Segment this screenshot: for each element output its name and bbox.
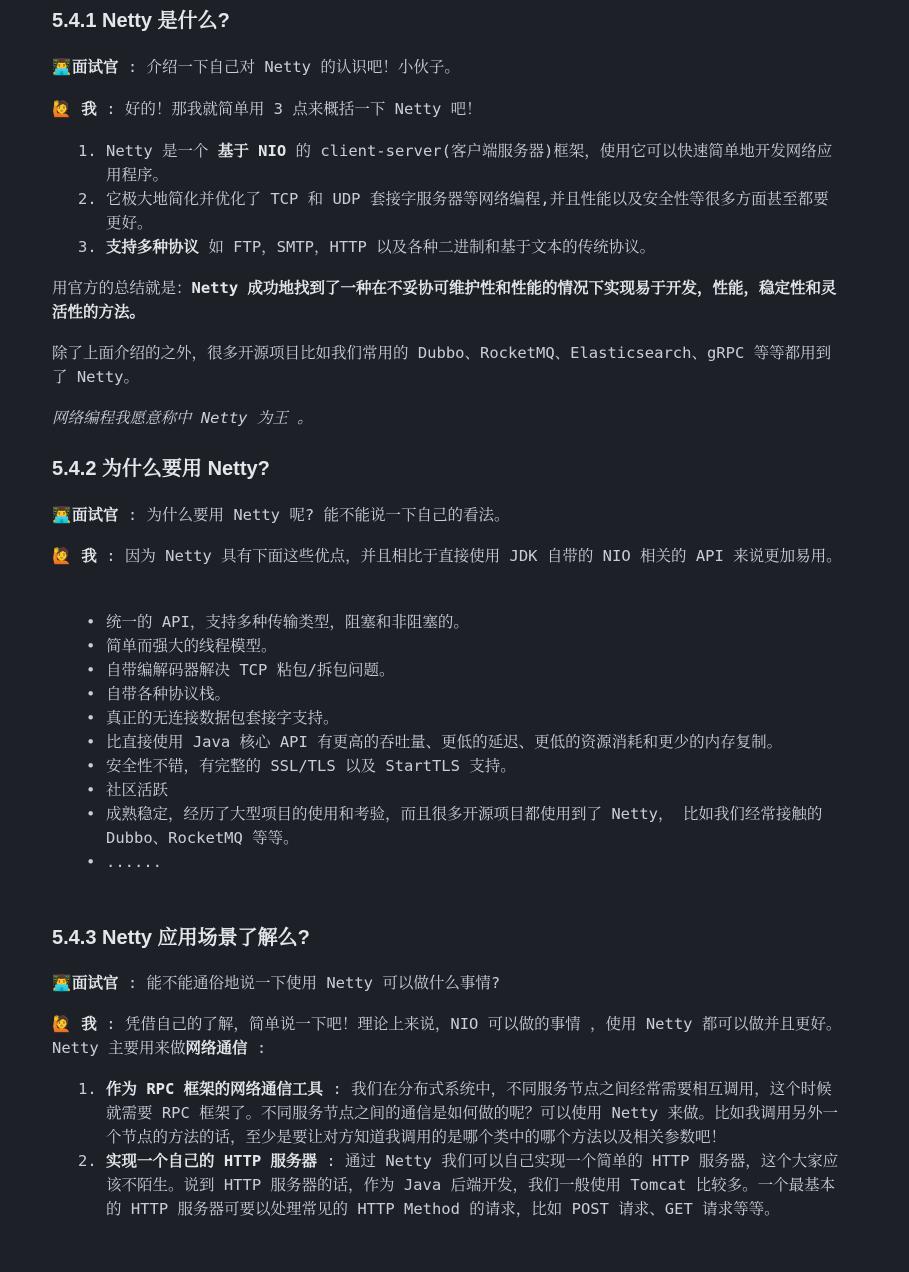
netty-points-list [52,139,842,259]
heading-netty-use-cases: 5.4.3 Netty 应用场景了解么? [52,927,310,949]
list-item: 2. 它极大地简化并优化了 TCP 和 UDP 套接字服务器等网络编程,并且性能以及安全性等很多方面甚至都要更好。 [106,187,842,235]
question-text: : 为什么要用 Netty 呢? 能不能说一下自己的看法。 [118,506,510,524]
official-summary: 用官方的总结就是：Netty 成功地找到了一种在不妥协可维护性和性能的情况下实现易于开发，性能，稳定性和灵活性的方法。 [52,279,837,321]
list-item: • 成熟稳定，经历了大型项目的使用和考验，而且很多开源项目都使用到了 Netty， 比如我们经常接触的 Dubbo、RocketMQ 等等。 [106,802,842,850]
my-answer [52,544,842,568]
open-source-paragraph: 除了上面介绍的之外，很多开源项目比如我们常用的 Dubbo、RocketMQ、Elasticsearch、gRPC 等等都用到了 Netty。 [52,344,832,386]
list-item: • 自带编解码器解决 TCP 粘包/拆包问题。 [106,658,842,682]
list-item: 3. 支持多种协议 如 FTP，SMTP，HTTP 以及各种二进制和基于文本的传统协议。 [106,235,842,259]
italic-remark: 网络编程我愿意称中 Netty 为王 。 [52,409,313,427]
interviewer-label: 面试官 [72,974,119,992]
raised-hand-icon: 🙋 [52,547,72,565]
list-item: • 比直接使用 Java 核心 API 有更高的吞吐量、更低的延迟、更低的资源消耗和更少的内存复制。 [106,730,842,754]
list-item: • 安全性不错，有完整的 SSL/TLS 以及 StartTLS 支持。 [106,754,842,778]
list-item: 2. 实现一个自己的 HTTP 服务器 : 通过 Netty 我们可以自己实现一个简单的 HTTP 服务器，这个大家应该不陌生。说到 HTTP 服务器的话，作为 Java 后端开发，我们一般使用 Tomcat 比较多。一个最基本的 HTTP 服务器可要以处理常见的 HTTP Method 的请求，比如 POST 请求、GET 请求等等。 [106,1149,842,1221]
advantages-list [52,610,842,874]
me-label: 我 [81,1015,97,1033]
list-item: • 自带各种协议栈。 [106,682,842,706]
answer-text: : 因为 Netty 具有下面这些优点，并且相比于直接使用 JDK 自带的 NIO 相关的 API 来说更加易用。 [96,547,842,565]
heading-what-is-netty: 5.4.1 Netty 是什么? [52,10,230,32]
list-item: 1. Netty 是一个 基于 NIO 的 client-server(客户端服务器)框架，使用它可以快速简单地开发网络应用程序。 [106,139,842,187]
list-item: • ...... [106,850,842,874]
my-answer: 🙋 我 : 凭借自己的了解，简单说一下吧！理论上来说，NIO 可以做的事情 ，使用 Netty 都可以做并且更好。Netty 主要用来做网络通信 : [52,1012,842,1060]
list-item: • 统一的 API，支持多种传输类型，阻塞和非阻塞的。 [106,610,842,634]
interviewer-icon: 👨‍💻 [52,974,72,992]
list-item: 1. 作为 RPC 框架的网络通信工具 : 我们在分布式系统中，不同服务节点之间经常需要相互调用，这个时候就需要 RPC 框架了。不同服务节点之间的通信是如何做的呢？可以使用 Netty 来做。比如我调用另外一个节点的方法的话，至少是要让对方知道我调用的是哪个类中的哪个方法以及相关参数吧！ [106,1077,842,1149]
list-item: • 简单而强大的线程模型。 [106,634,842,658]
list-item: • 真正的无连接数据包套接字支持。 [106,706,842,730]
interviewer-question [52,503,842,527]
raised-hand-icon: 🙋 [52,100,72,118]
interviewer-icon: 👨‍💻 [52,506,72,524]
interviewer-question [52,971,842,995]
question-text: : 能不能通俗地说一下使用 Netty 可以做什么事情? [118,974,501,992]
answer-text: : 好的！那我就简单用 3 点来概括一下 Netty 吧！ [96,100,482,118]
heading-why-netty: 5.4.2 为什么要用 Netty? [52,458,270,480]
me-label: 我 [81,100,97,118]
raised-hand-icon: 🙋 [52,1015,72,1033]
use-cases-list [52,1077,842,1221]
interviewer-label: 面试官 [72,58,119,76]
question-text: : 介绍一下自己对 Netty 的认识吧！小伙子。 [118,58,460,76]
my-answer [52,97,842,121]
me-label: 我 [81,547,97,565]
interviewer-label: 面试官 [72,506,119,524]
interviewer-question [52,55,842,79]
list-item: • 社区活跃 [106,778,842,802]
interviewer-icon: 👨‍💻 [52,58,72,76]
